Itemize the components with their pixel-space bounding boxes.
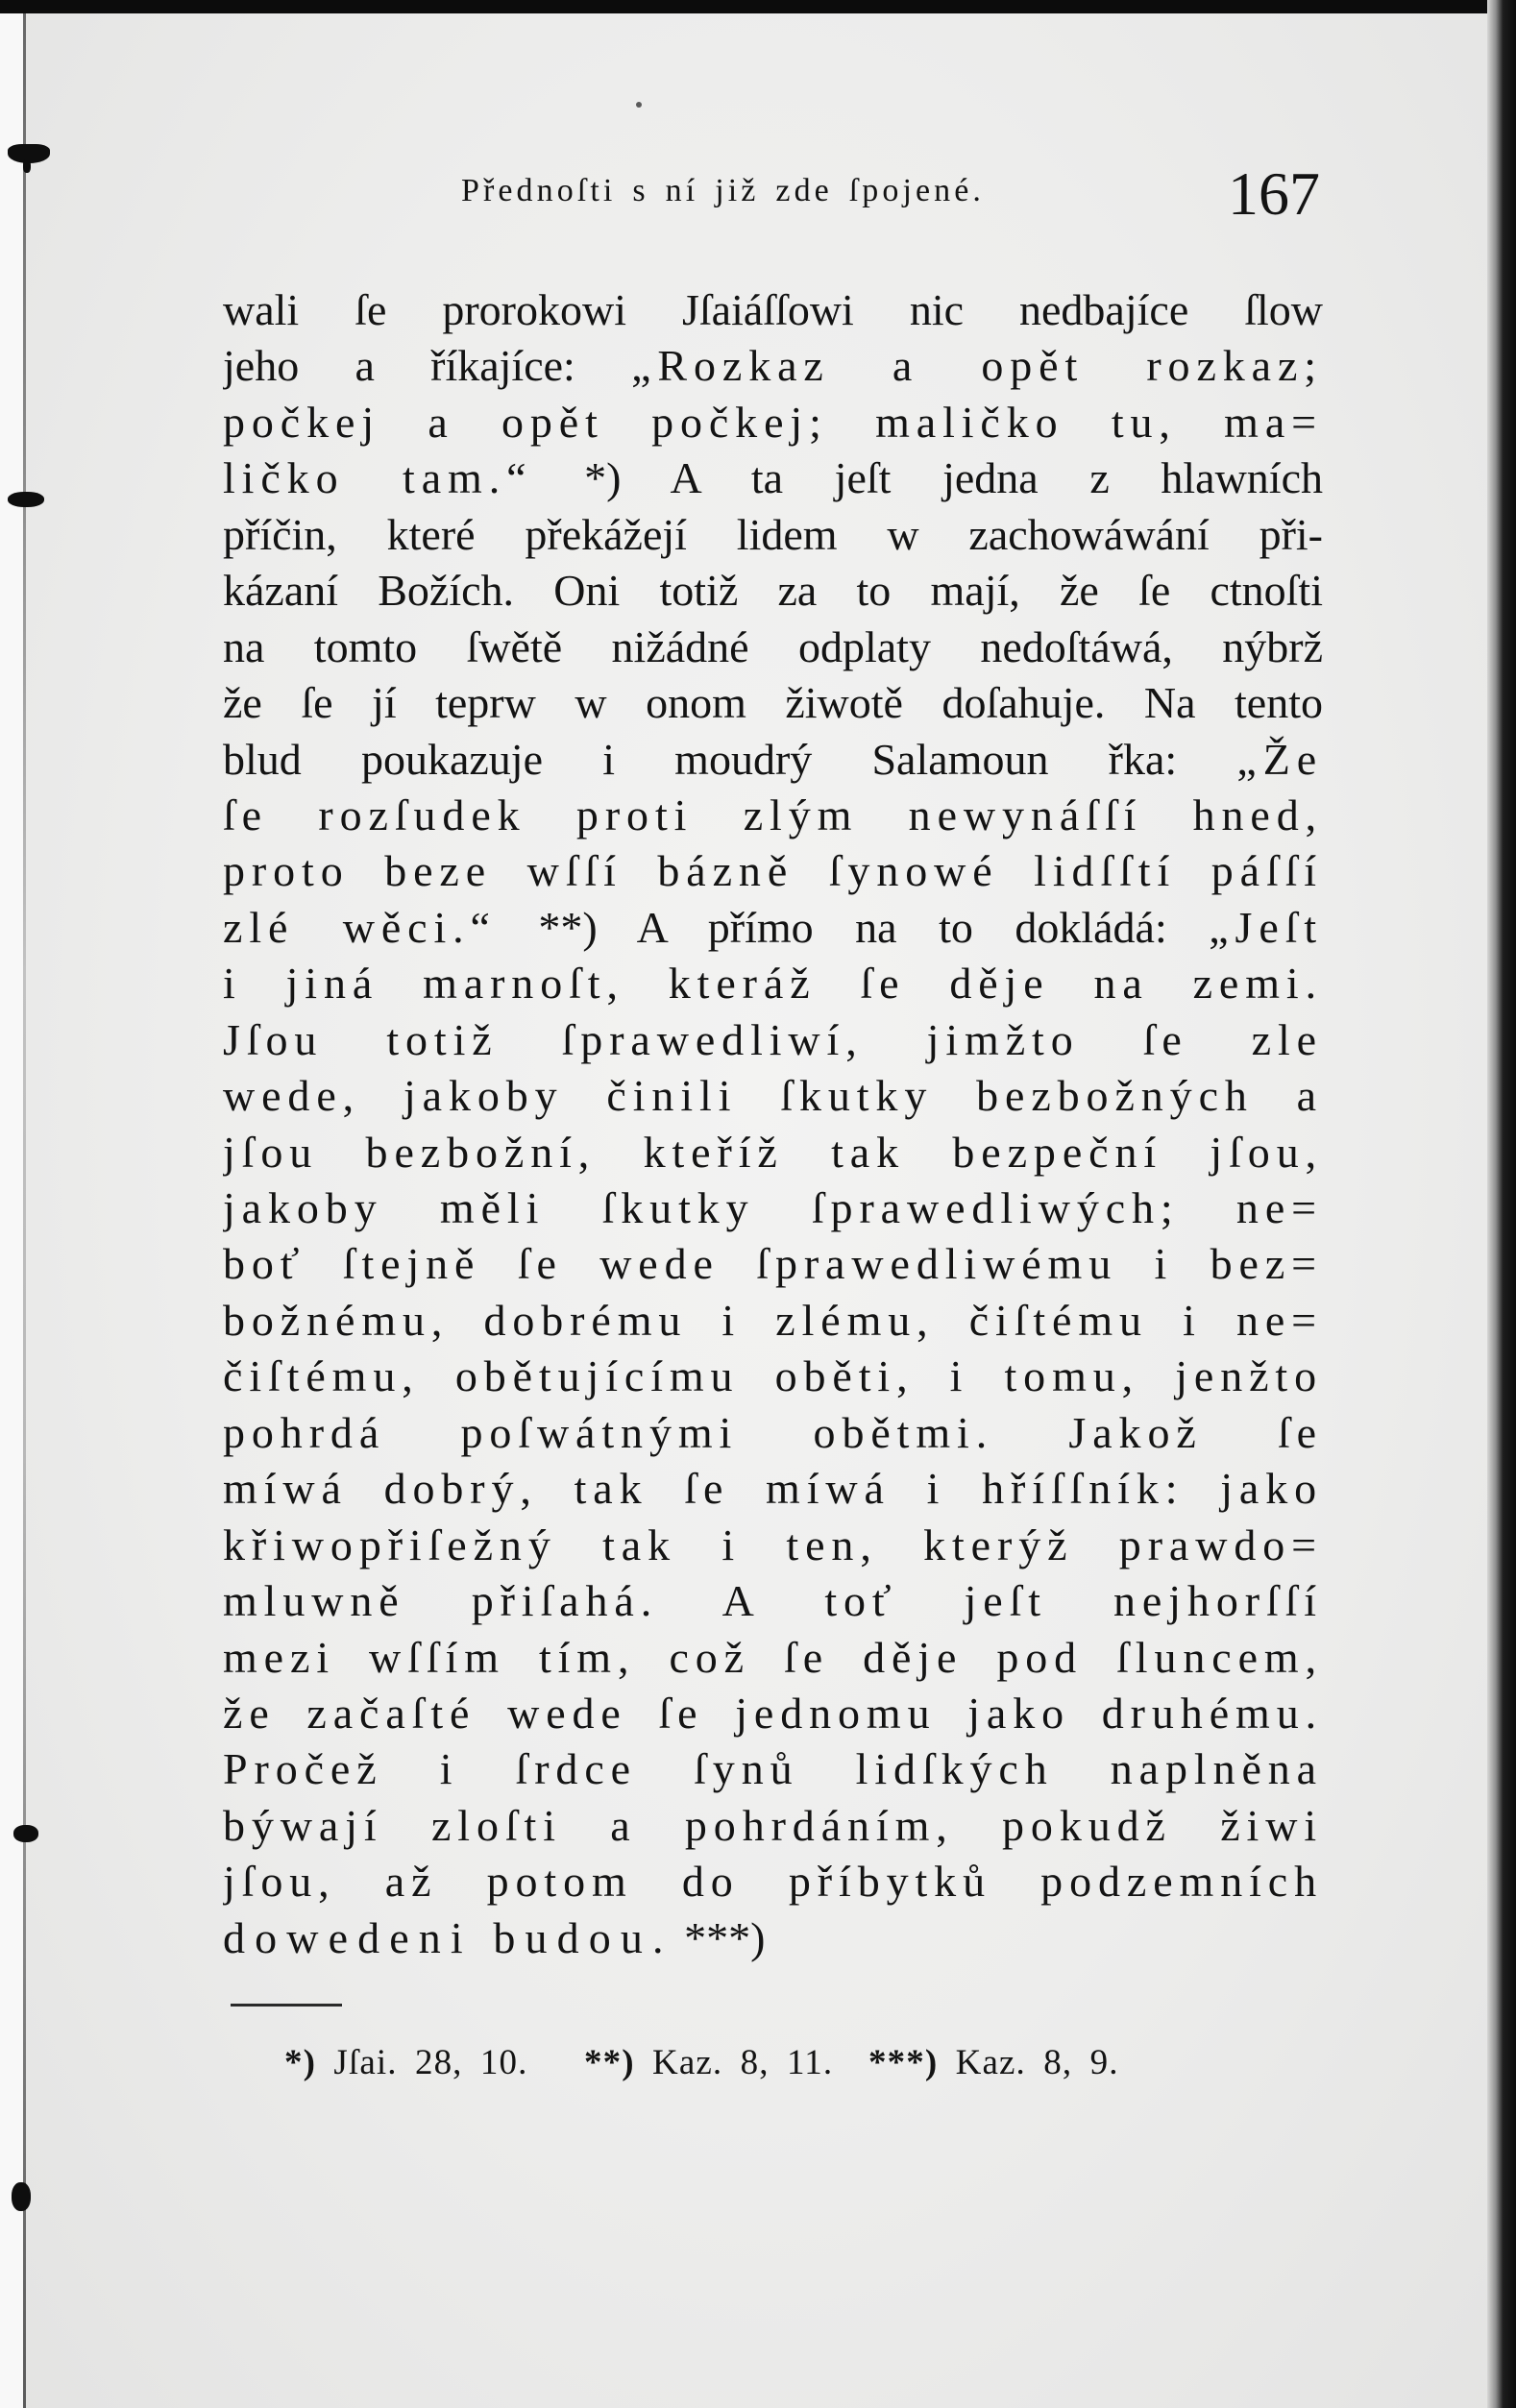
text-segment-spaced: wede, jakoby činili ſkutky bezbožných a (223, 1071, 1323, 1121)
text-line (223, 1461, 1323, 1517)
text-line (223, 1068, 1323, 1124)
text-segment-spaced: míwá dobrý, tak ſe míwá i hříſſník: jako (223, 1464, 1323, 1514)
text-segment: **) A přímo na to dokládá: (538, 902, 1167, 952)
page-number: 167 (1228, 159, 1320, 228)
text-segment: ***) (684, 1912, 766, 1962)
text-segment-spaced: dowedeni budou. (223, 1912, 673, 1962)
footnotes (0, 2044, 1516, 2086)
text-line (223, 1405, 1323, 1461)
text-line (223, 1293, 1323, 1349)
body-text (223, 282, 1323, 1966)
text-segment-spaced: „Rozkaz a opět rozkaz; (631, 341, 1323, 391)
text-line (223, 1741, 1323, 1797)
text-line (223, 507, 1323, 563)
footnote (284, 2044, 527, 2082)
text-line (223, 843, 1323, 899)
text-segment: wali ſe prorokowi Jſaiáſſowi nic nedbajíce ſlow (223, 285, 1323, 334)
footnote-rule (231, 2004, 342, 2007)
scan-blot (8, 492, 44, 507)
text-segment: *) A ta jeſt jedna z hlawních (584, 453, 1323, 503)
text-segment-spaced: mezi wſſím tím, což ſe děje pod ſluncem, (223, 1632, 1323, 1682)
text-segment: na tomto ſwětě nižádné odplaty nedoſtáwá, nýbrž (223, 621, 1323, 671)
text-line (223, 620, 1323, 675)
scan-blot (23, 159, 31, 173)
text-segment-spaced: božnému, dobrému i zlému, čiſtému i ne= (223, 1295, 1323, 1345)
text-segment-spaced: býwají zloſti a pohrdáním, pokudž žiwi (223, 1800, 1323, 1850)
text-line (223, 338, 1323, 394)
text-segment-spaced: zlé wěci.“ (223, 902, 497, 952)
text-segment-spaced: „Že (1236, 734, 1323, 784)
text-line (223, 900, 1323, 956)
footnote-mark: ***) (868, 2043, 939, 2082)
scan-border-top (0, 0, 1516, 13)
scan-blot (13, 1825, 38, 1842)
text-segment-spaced: jakoby měli ſkutky ſprawedliwých; ne= (223, 1183, 1323, 1232)
text-line (223, 788, 1323, 843)
text-line (223, 732, 1323, 788)
scan-speck (636, 102, 642, 108)
text-line (223, 1518, 1323, 1573)
text-segment-spaced: jſou, až potom do příbytků podzemních (223, 1857, 1323, 1907)
footnote (584, 2044, 833, 2082)
text-segment-spaced: že začaſté wede ſe jednomu jako druhému. (223, 1688, 1323, 1738)
text-line (223, 563, 1323, 619)
text-segment-spaced: boť ſtejně ſe wede ſprawedliwému i bez= (223, 1239, 1323, 1289)
footnote (868, 2044, 1119, 2082)
text-segment-spaced: „Jeſt (1209, 902, 1323, 952)
text-segment-spaced: pohrdá poſwátnými obětmi. Jakož ſe (223, 1407, 1323, 1457)
text-line (223, 1573, 1323, 1629)
text-segment: že ſe jí teprw w onom žiwotě doſahuje. Na tento (223, 678, 1323, 728)
text-segment-spaced: Pročež i ſrdce ſynů lidſkých naplněna (223, 1744, 1323, 1794)
text-line (223, 1180, 1323, 1236)
text-segment-spaced: ſe rozſudek proti zlým newynáſſí hned, (223, 790, 1323, 839)
text-line (223, 1012, 1323, 1068)
text-segment-spaced: ličko tam.“ (223, 453, 533, 503)
text-line (223, 450, 1323, 506)
text-segment: blud poukazuje i moudrý Salamoun řka: (223, 734, 1178, 784)
text-line (223, 395, 1323, 450)
text-line (223, 1854, 1323, 1909)
text-line (223, 1349, 1323, 1404)
running-title: Přednoſti s ní již zde ſpojené. (461, 173, 985, 208)
text-segment-spaced: počkej a opět počkej; maličko tu, ma= (223, 397, 1323, 447)
text-segment: jeho a říkajíce: (223, 341, 575, 391)
text-segment-spaced: proto beze wſſí bázně ſynowé lidſſtí páſſí (223, 846, 1323, 896)
text-line (223, 1125, 1323, 1180)
text-line (223, 675, 1323, 731)
scan-blot (12, 2182, 31, 2211)
text-line-last (223, 1910, 1323, 1966)
text-line (223, 1630, 1323, 1686)
footnote-reference: Kaz. 8, 11. (652, 2043, 834, 2082)
text-segment-spaced: mluwně přiſahá. A toť jeſt nejhorſſí (223, 1576, 1323, 1626)
footnote-mark: **) (584, 2043, 635, 2082)
text-segment-spaced: Jſou totiž ſprawedliwí, jimžto ſe zle (223, 1014, 1323, 1064)
text-segment: příčin, které překážejí lidem w zachowáwání při- (223, 509, 1323, 559)
text-segment-spaced: čiſtému, obětujícímu oběti, i tomu, jenžto (223, 1351, 1323, 1401)
text-segment: kázaní Božích. Oni totiž za to mají, že ſe ctnoſti (223, 566, 1323, 616)
text-segment-spaced: jſou bezbožní, kteříž tak bezpeční jſou, (223, 1127, 1323, 1177)
footnote-reference: Kaz. 8, 9. (955, 2043, 1119, 2082)
text-line (223, 1798, 1323, 1854)
text-line (223, 282, 1323, 338)
text-segment-spaced: i jiná marnoſt, kteráž ſe děje na zemi. (223, 959, 1323, 1009)
text-line (223, 956, 1323, 1011)
text-segment-spaced: křiwopřiſežný tak i ten, kterýž prawdo= (223, 1520, 1323, 1569)
footnote-mark: *) (284, 2043, 317, 2082)
text-line (223, 1236, 1323, 1292)
text-line (223, 1686, 1323, 1741)
footnote-reference: Jſai. 28, 10. (333, 2043, 528, 2082)
